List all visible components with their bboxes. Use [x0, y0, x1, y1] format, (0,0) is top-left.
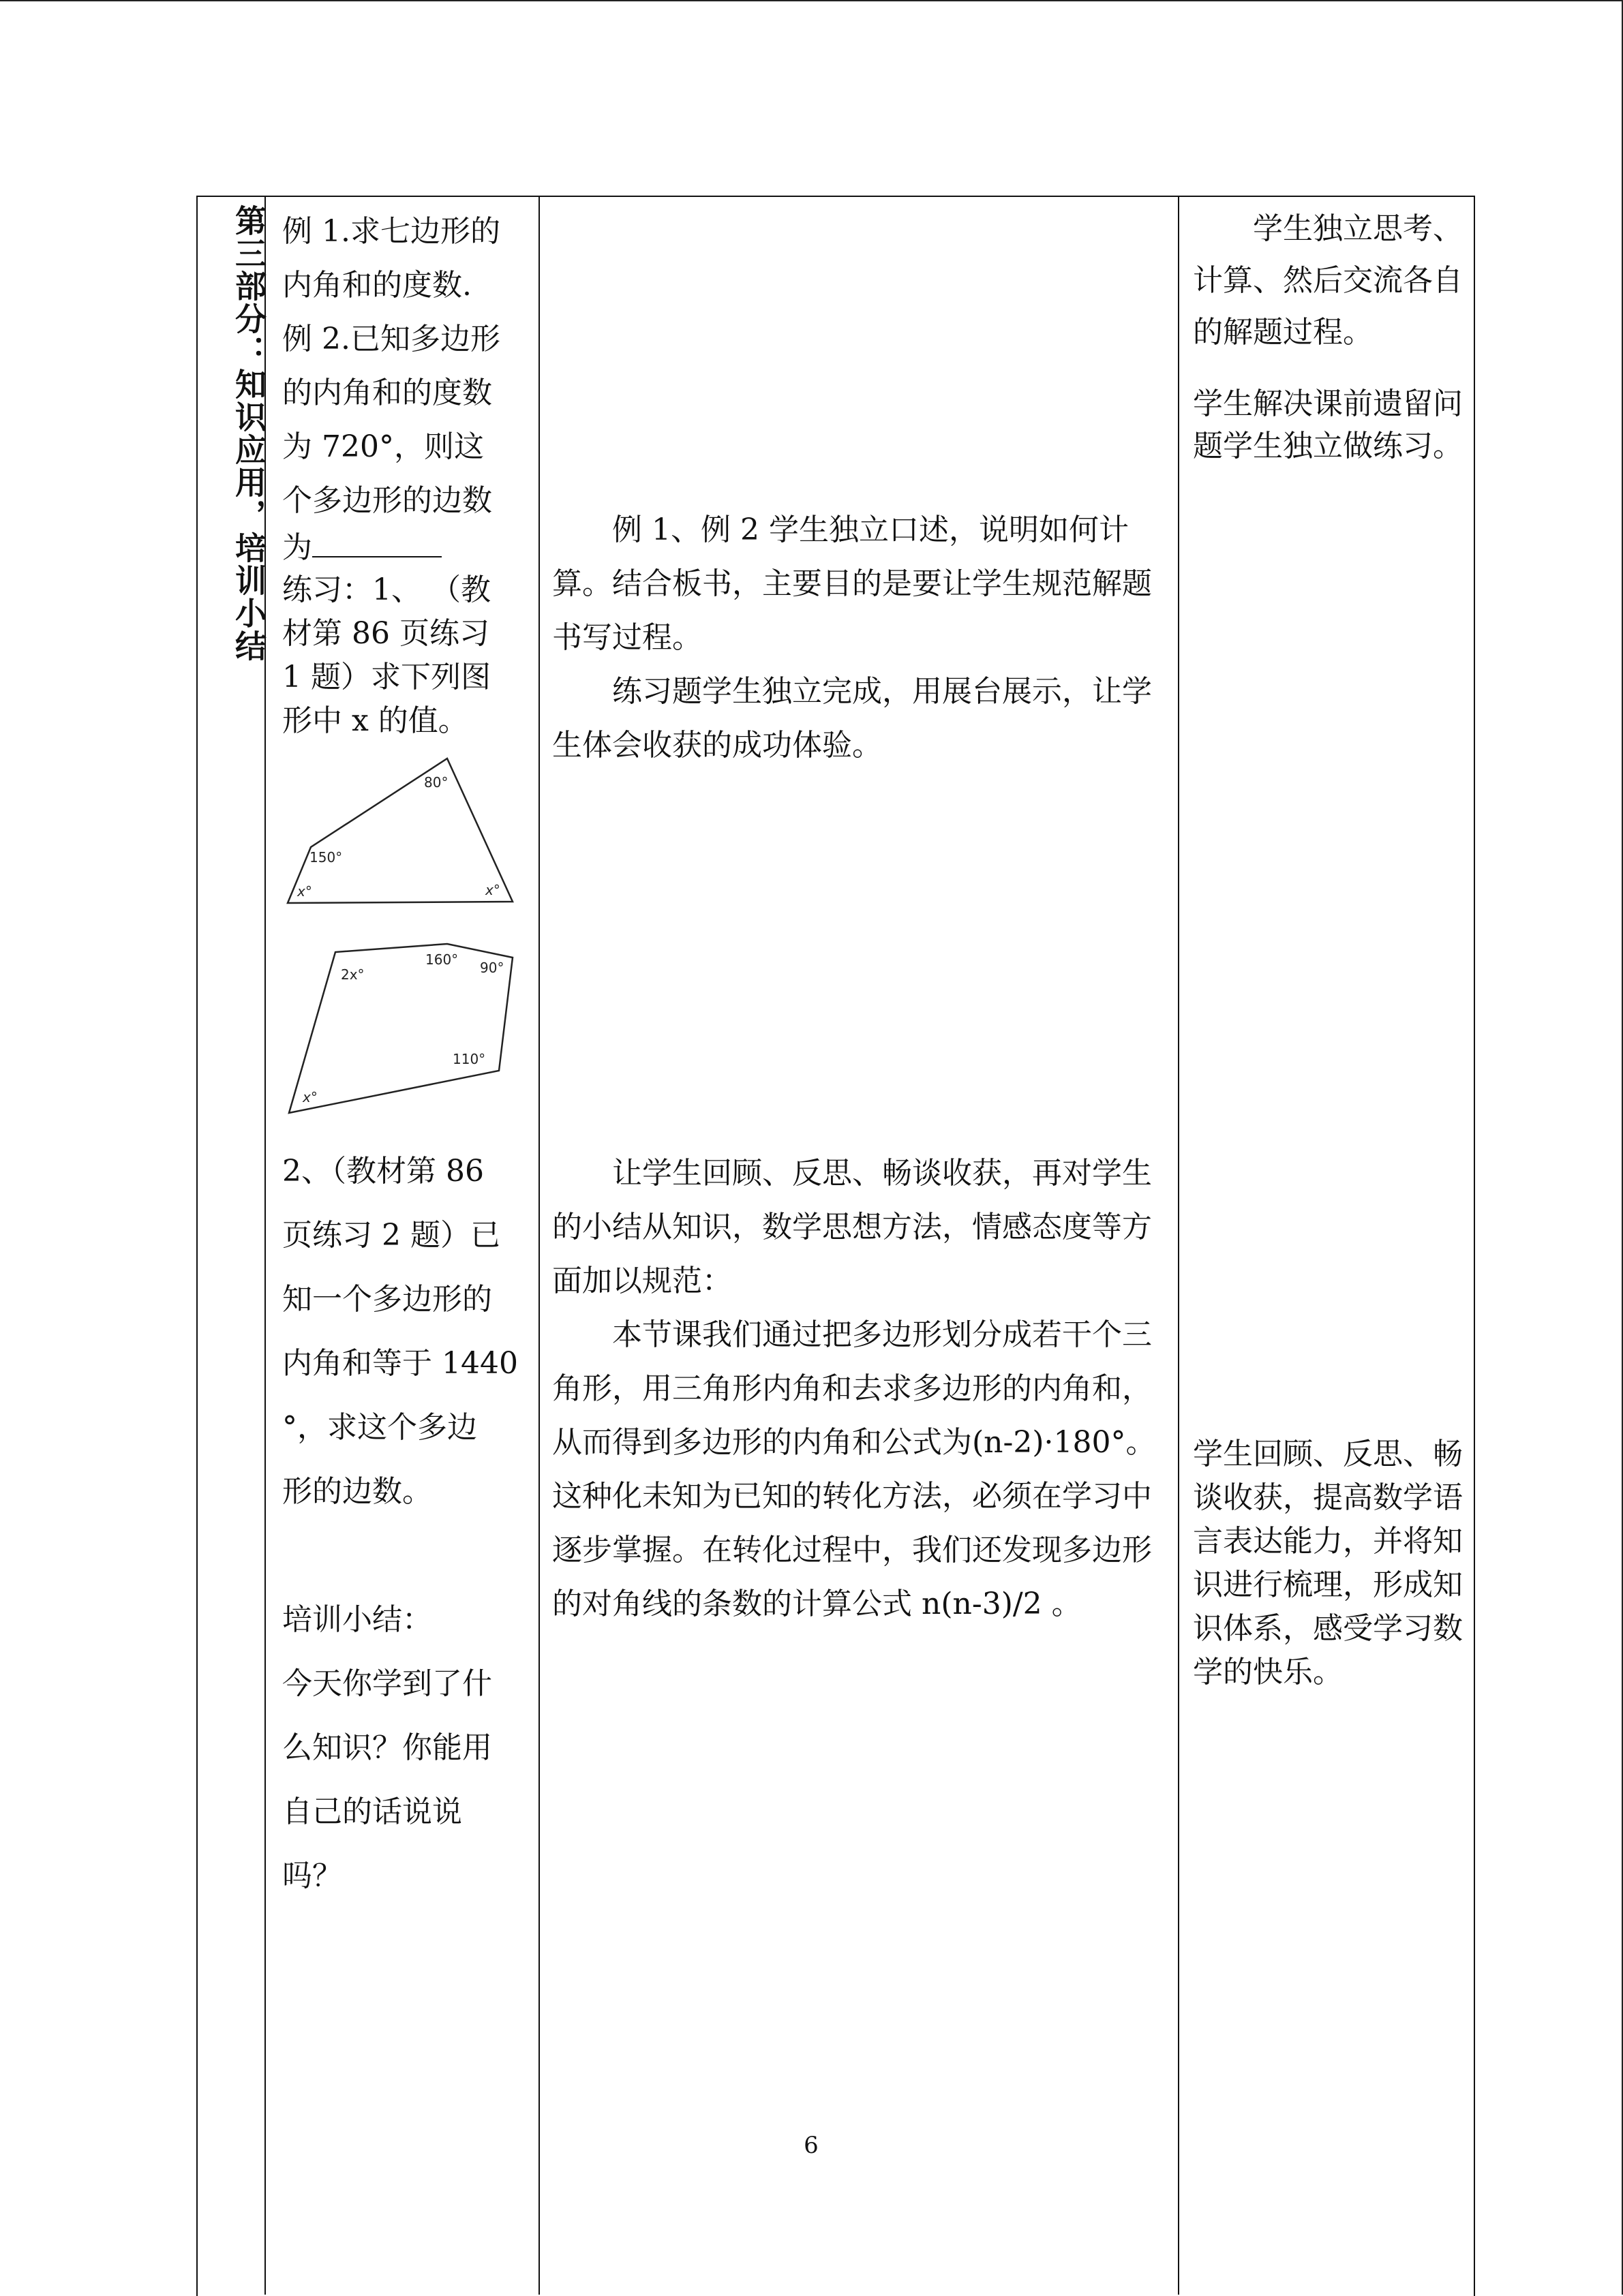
- example-line: 为 720°，则这: [282, 429, 484, 464]
- examples-block: [282, 204, 534, 743]
- activity-paragraph: 学生解决课前遗留问题学生独立做练习。: [1193, 386, 1463, 463]
- quadrilateral-figure: [282, 753, 521, 910]
- teaching-notes-bottom: [552, 1146, 1166, 1631]
- exercise-line: 1 题）求下列图: [282, 660, 491, 694]
- summary-title: 培训小结：: [282, 1602, 432, 1637]
- pentagon-shape: [289, 944, 513, 1113]
- answer-blank-line: [282, 527, 534, 568]
- exercise-line: 练习：1、 （教: [282, 572, 491, 607]
- exercise-2-line: 内角和等于 1440: [282, 1346, 518, 1381]
- angle-label: 150°: [309, 849, 343, 866]
- angle-label: 90°: [480, 960, 504, 976]
- exercise-2-line: 形的边数。: [282, 1474, 432, 1509]
- exercise-2-line: °，求这个多边: [282, 1410, 477, 1445]
- section-title: 第三部分：知识应用，培训小结: [230, 204, 267, 662]
- page-number: 6: [804, 2132, 819, 2159]
- exercise-line: 材第 86 页练习: [282, 616, 489, 651]
- teaching-paragraph: 例 1、例 2 学生独立口述，说明如何计算。结合板书，主要目的是要让学生规范解题书写过程。: [552, 512, 1152, 655]
- exercise-2-block: [282, 1139, 534, 1908]
- angle-label: 2x°: [341, 966, 365, 983]
- column-divider-2: [539, 196, 540, 2295]
- angle-label: 80°: [424, 774, 449, 791]
- column-divider-3: [1178, 196, 1179, 2295]
- angle-label: 110°: [453, 1051, 486, 1067]
- exercise-2-line: 知一个多边形的: [282, 1282, 492, 1317]
- blank-prefix: 为: [282, 530, 312, 565]
- angle-label: 160°: [425, 951, 459, 968]
- summary-line: 今天你学到了什: [282, 1666, 492, 1701]
- exercise-2-line: 2、（教材第 86: [282, 1154, 484, 1189]
- teaching-notes-top: [552, 503, 1166, 772]
- student-activity-top: [1193, 203, 1466, 468]
- exercise-line: 形中 x 的值。: [282, 703, 468, 738]
- teaching-paragraph: 本节课我们通过把多边形划分成若干个三角形，用三角形内角和去求多边形的内角和，从而得到多边形的内角和公式为(n-2)·180°。这种化未知为已知的转化方法，必须在学习中逐步掌握。在转化过程中，我们还发现多边形的对角线的条数的计算公式 n(n-3)/2 。: [552, 1317, 1156, 1621]
- example-line: 例 1.求七边形的: [282, 214, 500, 249]
- angle-label: x°: [303, 1089, 318, 1105]
- teaching-paragraph: 练习题学生独立完成，用展台展示，让学生体会收获的成功体验。: [552, 674, 1152, 763]
- example-line: 内角和的度数.: [282, 268, 472, 303]
- answer-blank: [312, 549, 442, 557]
- exercise-block: [282, 568, 534, 743]
- exercise-2-line: 页练习 2 题）已: [282, 1218, 500, 1253]
- example-line: 个多边形的边数: [282, 483, 492, 518]
- activity-paragraph: 学生独立思考、计算、然后交流各自的解题过程。: [1193, 211, 1463, 350]
- student-activity-bottom: [1193, 1433, 1466, 1694]
- summary-line: 么知识？你能用: [282, 1730, 492, 1765]
- quadrilateral-shape: [288, 759, 513, 903]
- angle-label: x°: [485, 882, 500, 898]
- activity-paragraph: 学生回顾、反思、畅谈收获，提高数学语言表达能力，并将知识进行梳理，形成知识体系，感受学习数学的快乐。: [1193, 1437, 1463, 1689]
- summary-line: 自己的话说说: [282, 1794, 462, 1829]
- spacer: [282, 1524, 534, 1588]
- teaching-paragraph: 让学生回顾、反思、畅谈收获，再对学生的小结从知识，数学思想方法，情感态度等方面加以规范：: [552, 1156, 1152, 1298]
- example-line: 例 2.已知多边形: [282, 322, 500, 356]
- example-line: 的内角和的度数: [282, 376, 492, 410]
- summary-line: 吗？: [282, 1858, 342, 1893]
- pentagon-figure: [282, 937, 521, 1121]
- angle-label: x°: [297, 883, 312, 900]
